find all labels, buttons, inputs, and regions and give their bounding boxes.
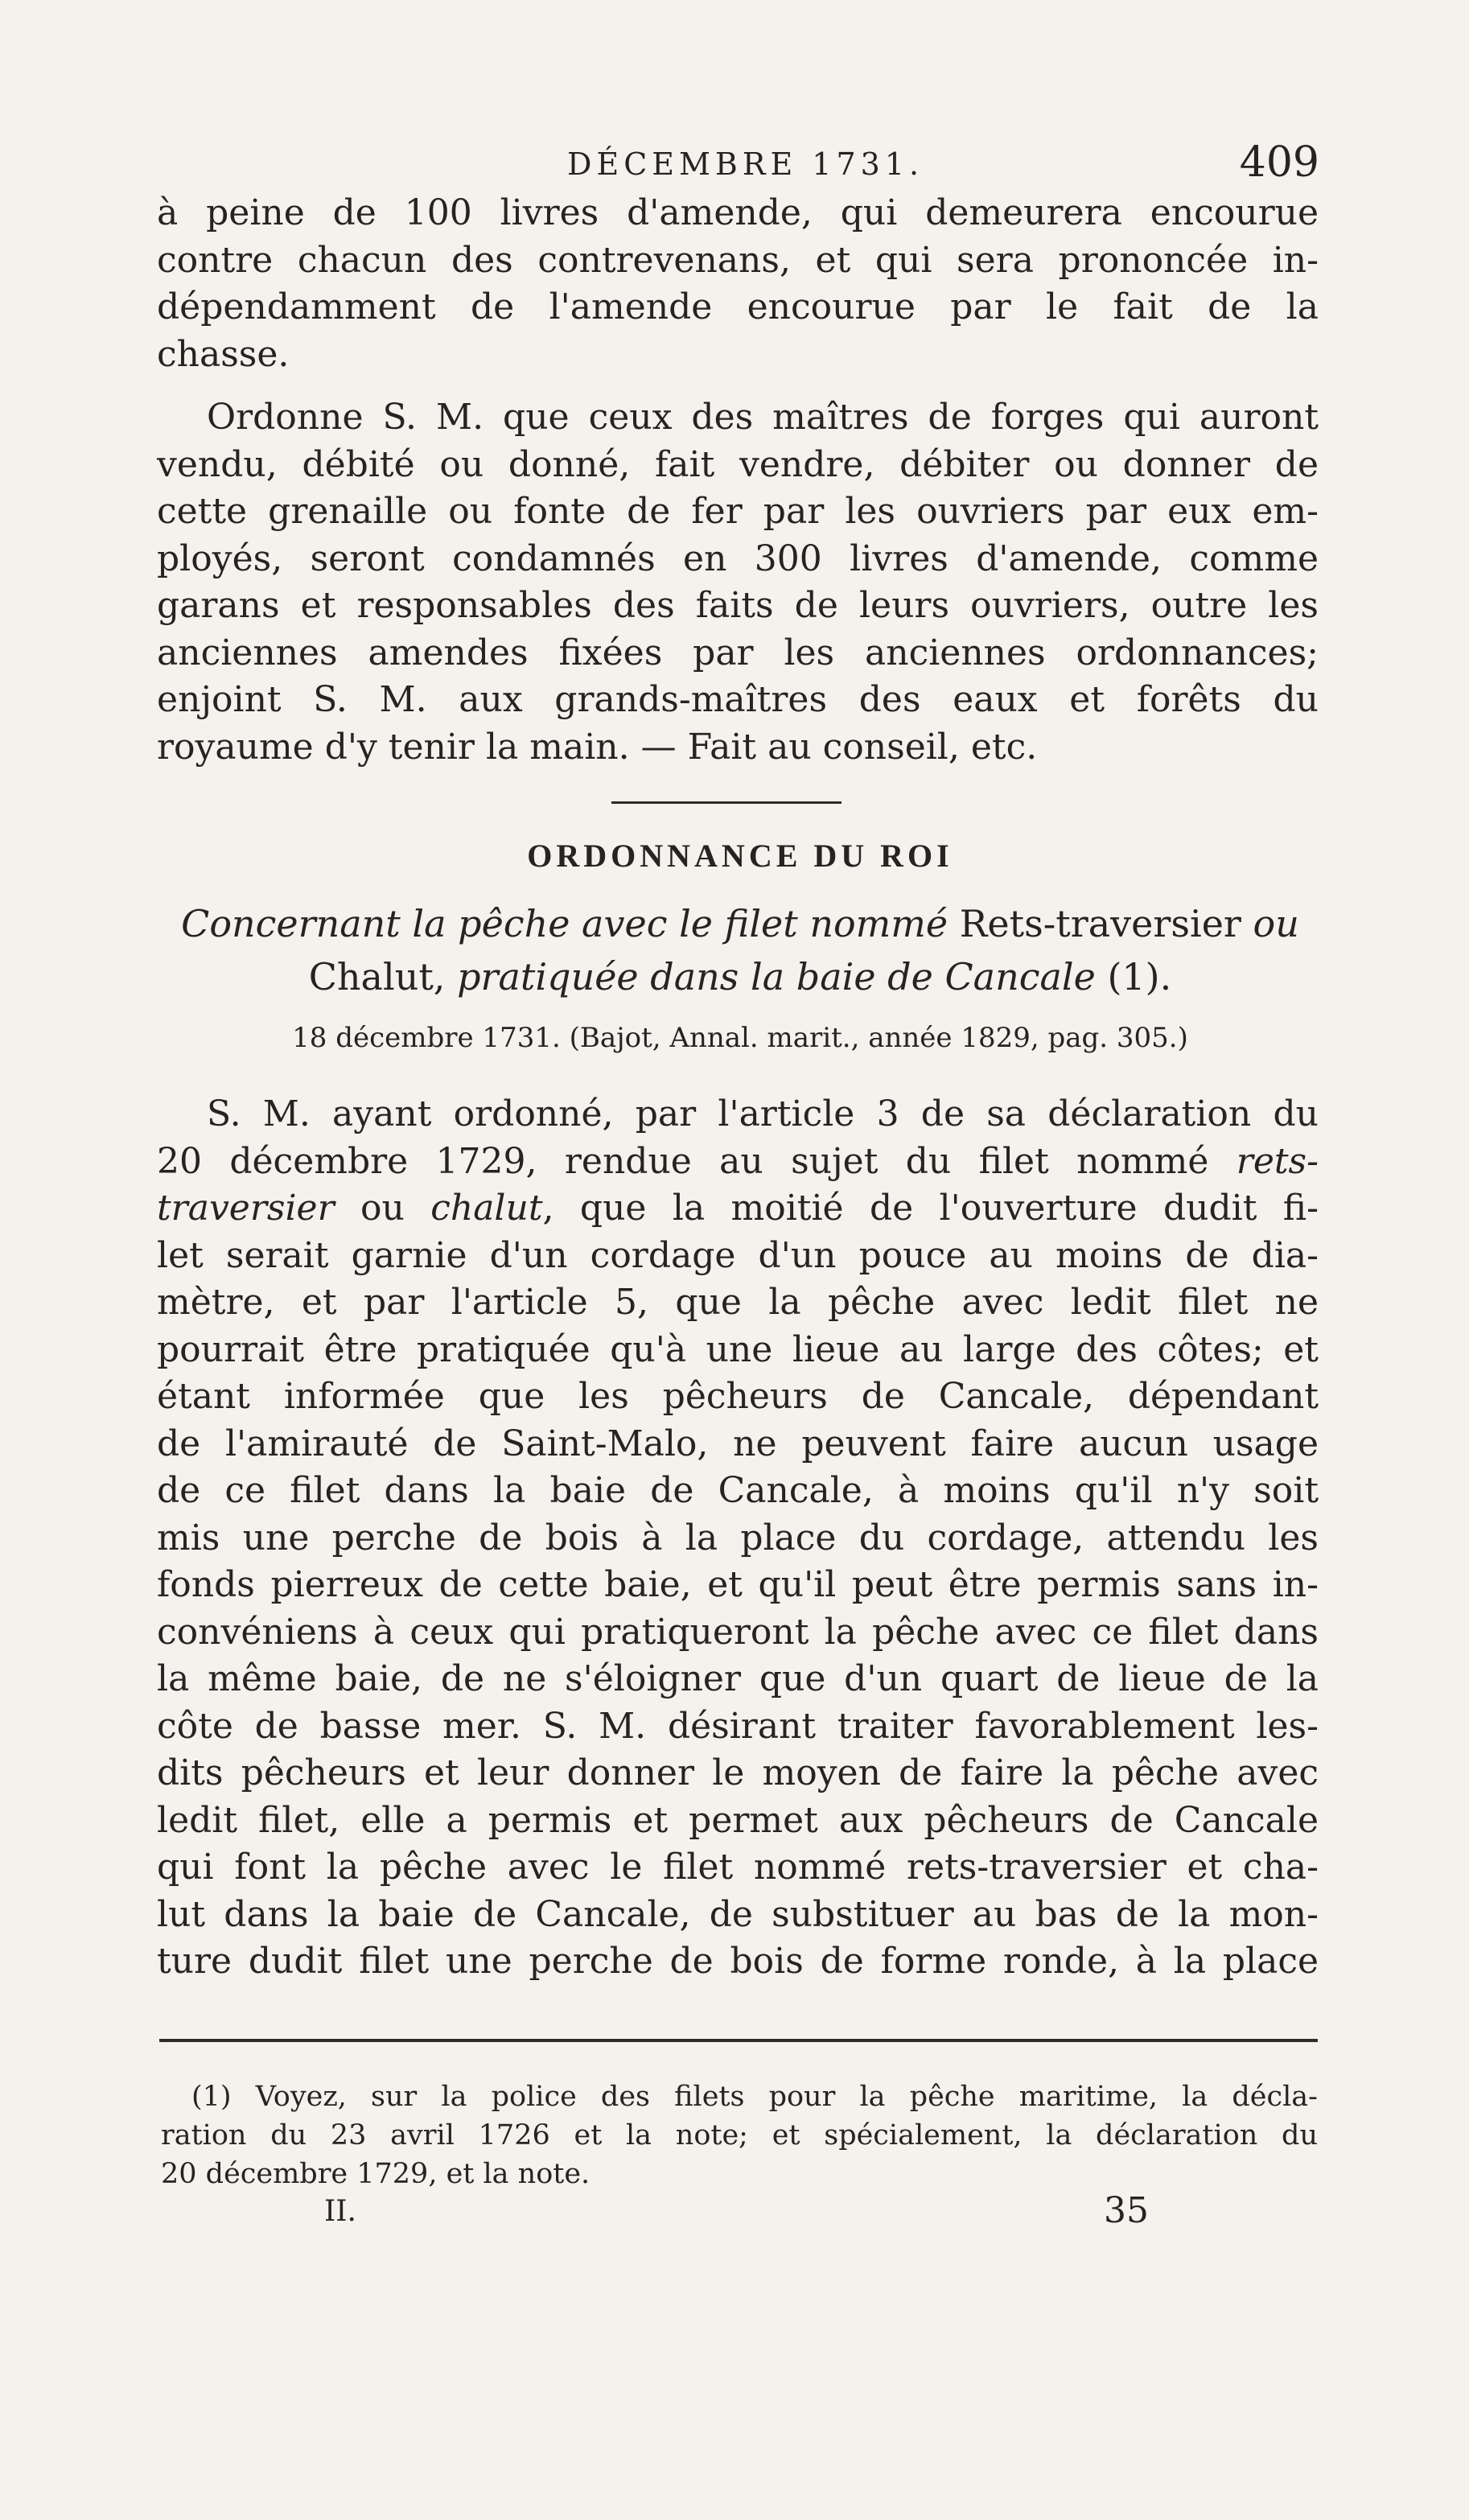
ordonnance-subtitle — [161, 897, 1319, 1003]
text-line: let serait garnie d'un cordage d'un pouce au moins de dia- — [157, 1234, 1319, 1276]
date-citation: 18 décembre 1731. (Bajot, Annal. marit., année 1829, pag. 305.) — [292, 1022, 1188, 1054]
subtitle-text: Chalut, — [308, 955, 446, 999]
text-line: vendu, débité ou donné, fait vendre, débiter ou donner de — [157, 443, 1319, 485]
text-line: contre chacun des contrevenans, et qui sera prononcée in- — [157, 239, 1319, 281]
text-line: Ordonne S. M. que ceux des maîtres de forges qui auront — [207, 397, 1319, 438]
text-line: de l'amirauté de Saint-Malo, ne peuvent faire aucun usage — [157, 1423, 1319, 1464]
paragraph-continuation — [157, 190, 1319, 378]
sheet-number: 35 — [1104, 2190, 1149, 2231]
text-line: pourrait être pratiquée qu'à une lieue au large des côtes; et — [157, 1328, 1319, 1370]
page-header — [161, 135, 1319, 191]
footnote-line: ration du 23 avril 1726 et la note; et spécialement, la déclaration du — [161, 2119, 1318, 2151]
text-line: côte de basse mer. S. M. désirant traiter favorablement les- — [157, 1705, 1319, 1747]
text-line: convéniens à ceux qui pratiqueront la pêche avec ce filet dans — [157, 1611, 1319, 1653]
subtitle-text: Rets-traversier — [959, 902, 1241, 945]
footnote-divider — [159, 2039, 1318, 2042]
text-line: dépendamment de l'amende encourue par le fait de la — [157, 286, 1319, 327]
text-line: 20 décembre 1729, rendue au sujet du filet nommé rets- — [157, 1140, 1319, 1182]
running-head: DÉCEMBRE 1731. — [567, 146, 924, 182]
text-line: traversier ou chalut, que la moitié de l'ouverture dudit fi- — [157, 1188, 1319, 1229]
text-line: chasse. — [157, 333, 290, 375]
footnote-line: 20 décembre 1729, et la note. — [161, 2158, 590, 2190]
text-line: garans et responsables des faits de leurs ouvriers, outre les — [157, 585, 1319, 626]
paragraph-ordonne — [157, 394, 1319, 771]
text-line: qui font la pêche avec le filet nommé rets-traversier et cha- — [157, 1847, 1319, 1888]
paragraph-main — [157, 1091, 1319, 1986]
text-line: ture dudit filet une perche de bois de forme ronde, à la place — [157, 1941, 1319, 1982]
text-line: cette grenaille ou fonte de fer par les ouvriers par eux em- — [157, 491, 1319, 532]
text-line: ledit filet, elle a permis et permet aux pêcheurs de Cancale — [157, 1799, 1319, 1841]
text-line: lut dans la baie de Cancale, de substituer au bas de la mon- — [157, 1893, 1319, 1935]
text-line: fonds pierreux de cette baie, et qu'il peut être permis sans in- — [157, 1564, 1319, 1605]
footnote-ref: (1). — [1107, 955, 1172, 999]
text-line: à peine de 100 livres d'amende, qui demeurera encourue — [157, 192, 1319, 233]
text-line: la même baie, de ne s'éloigner que d'un quart de lieue de la — [157, 1658, 1319, 1699]
text-line: dits pêcheurs et leur donner le moyen de faire la pêche avec — [157, 1752, 1319, 1793]
text-line: de ce filet dans la baie de Cancale, à moins qu'il n'y soit — [157, 1470, 1319, 1511]
ordonnance-title: ORDONNANCE DU ROI — [527, 838, 953, 874]
footnote — [161, 2077, 1318, 2193]
text-line: étant informée que les pêcheurs de Cancale, dépendant — [157, 1376, 1319, 1417]
volume-signature: II. — [324, 2195, 356, 2228]
subtitle-text: Concernant la pêche avec le filet nommé — [181, 902, 948, 945]
section-divider — [611, 801, 841, 804]
text-line: ployés, seront condamnés en 300 livres d'amende, comme — [157, 537, 1319, 579]
text-line: S. M. ayant ordonné, par l'article 3 de sa déclaration du — [207, 1093, 1319, 1134]
text-line: mètre, et par l'article 5, que la pêche avec ledit filet ne — [157, 1282, 1319, 1323]
text-line: royaume d'y tenir la main. — Fait au conseil, etc. — [157, 726, 1038, 768]
page-number: 409 — [1239, 138, 1319, 187]
footnote-line: (1) Voyez, sur la police des filets pour la pêche maritime, la décla- — [191, 2081, 1318, 2113]
subtitle-text: pratiquée dans la baie de Cancale — [457, 955, 1096, 999]
text-line: anciennes amendes fixées par les anciennes ordonnances; — [157, 632, 1319, 673]
text-line: enjoint S. M. aux grands-maîtres des eaux et forêts du — [157, 679, 1319, 720]
text-line: mis une perche de bois à la place du cordage, attendu les — [157, 1517, 1319, 1559]
subtitle-text: ou — [1253, 902, 1299, 945]
